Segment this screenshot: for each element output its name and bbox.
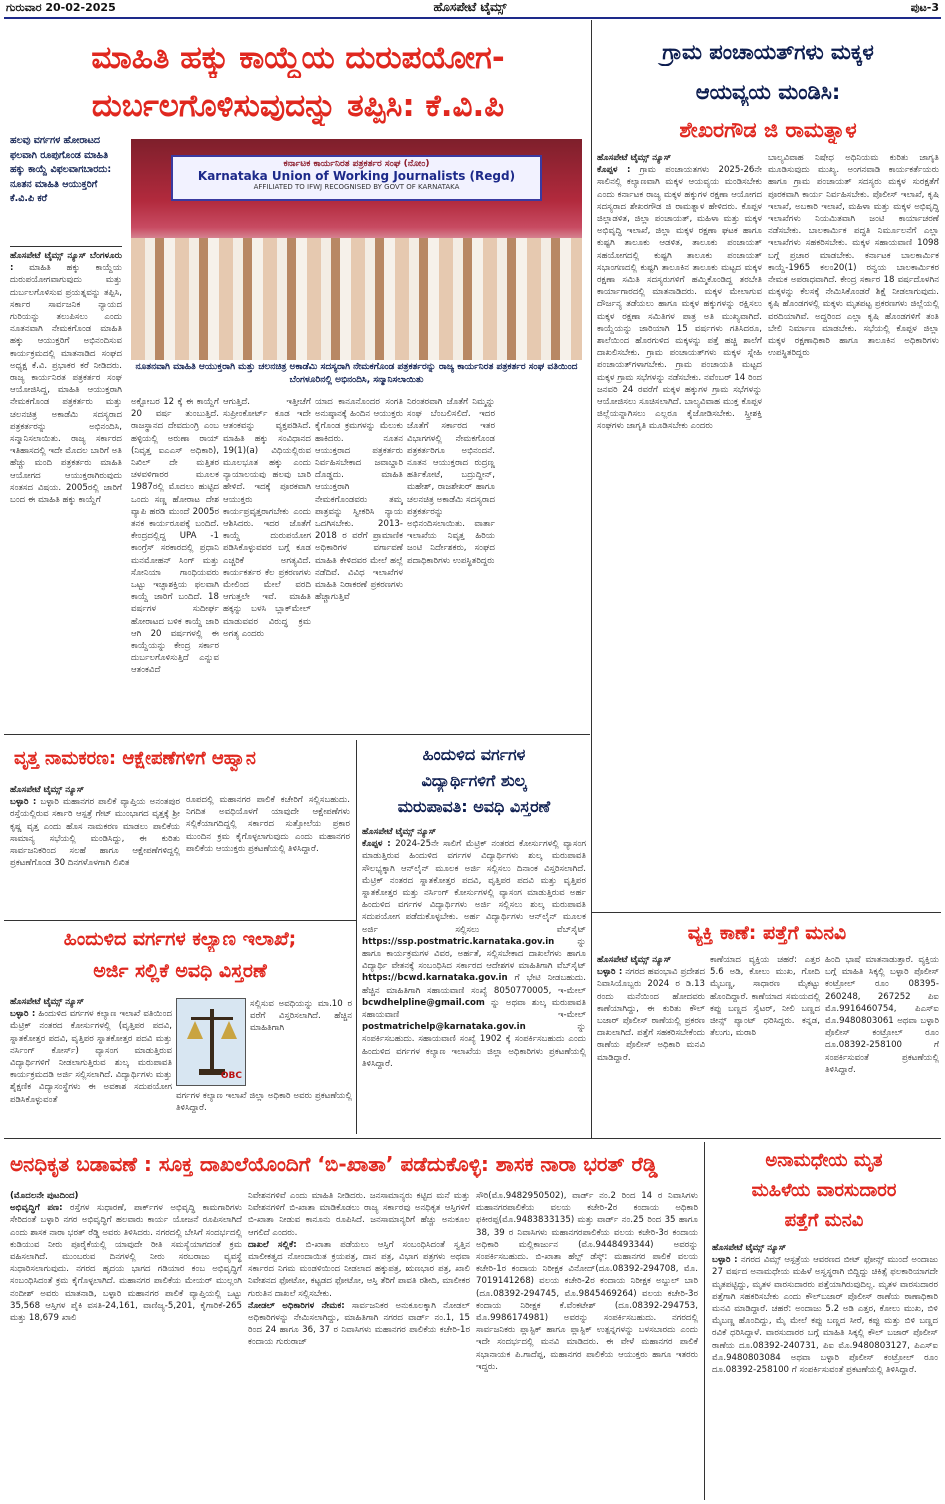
rule-mid-left xyxy=(4,734,590,735)
fee-email-1[interactable]: bcwdhelpline@gmail.com xyxy=(362,997,485,1008)
panchayat-byline: ಹೊಸಪೇಟೆ ಟೈಮ್ಸ್ ನ್ಯೂಸ್ xyxy=(597,153,672,163)
naming-headline: ವೃತ್ತ ನಾಮಕರಣ: ಆಕ್ಷೇಪಣೆಗಳಿಗೆ ಆಹ್ವಾನ xyxy=(14,748,256,769)
naming-col-2: ರೂಪದಲ್ಲಿ ಮಹಾನಗರ ಪಾಲಿಕೆ ಕಚೇರಿಗೆ ಸಲ್ಲಿಸಬಹುದು. ನಿಗದಿತ ಅವಧಿಯೊಳಗೆ ಯಾವುದೇ ಆಕ್ಷೇಪಣೆಗಳು ಸಲ್ಲಿಕೆಯಾಗದಿದ್ದಲ್ಲಿ ಸರ್ಕಾರದ ಸುತ್ತೋಲೆಯ ಪ್ರಕಾರ ಮುಂದಿನ ಕ್ರಮ ಕೈಗೊಳ್ಳಲಾಗುವುದು ಎಂದು ಮಹಾನಗರ ಪಾಲಿಕೆಯ ಆಯುಕ್ತರು ಪ್ರಕಟಣೆಯಲ್ಲಿ ತಿಳಿಸಿದ್ದಾರೆ. xyxy=(186,795,350,854)
fee-body-2: ನ್ನು ಹಾಗೂ ಕಾರ್ಯಕ್ರಮಗಳ ವಿವರ, ಅರ್ಹತೆ, ಸಲ್ಲಿಸಬೇಕಾದ ದಾಖಲೆಗಳು ಹಾಗೂ ವಿದ್ಯಾರ್ಥಿ ವೇತನಕ್ಕೆ ಸಂಬಂಧಿಸಿದ ಸರ್ಕಾರದ ಆದೇಶಗಳ ಮಾಹಿತಿಗಾಗಿ ವೆಬ್‌ಸೈಟ್ xyxy=(362,936,586,972)
panchayat-headline-2: ಆಯವ್ಯಯ ಮಂಡಿಸಿ: xyxy=(695,80,841,104)
fee-headline-2: ವಿದ್ಯಾರ್ಥಿಗಳಿಗೆ ಶುಲ್ಕ xyxy=(421,771,527,790)
layout-sub-1: ಅಭಿವೃದ್ಧಿಗೆ ಪಣ: xyxy=(10,1203,63,1214)
naming-dateline: ಬಳ್ಳಾರಿ : xyxy=(10,797,37,808)
rti-photo xyxy=(131,139,582,360)
fee-headline-3: ಮರುಪಾವತಿ: ಅವಧಿ ವಿಸ್ತರಣೆ xyxy=(397,797,551,816)
panchayat-dateline: ಕೊಪ್ಪಳ : xyxy=(597,165,631,176)
masthead-rule xyxy=(4,17,941,19)
unknown-headline-1: ಅನಾಮಧೇಯ ಮೃತ xyxy=(765,1150,883,1171)
naming-byline: ಹೊಸಪೇಟೆ ಟೈಮ್ಸ್ ನ್ಯೂಸ್ xyxy=(10,785,85,795)
layout-col-2b-text: ಬಿ-ಖಾತಾ ಪಡೆಯಲು ಆಸ್ತಿಗೆ ಸಂಬಂಧಿಸಿದಂತೆ ಸ್ವತ್ತಿನ ಮಾಲೀಕತ್ವದ ನೋಂದಾಯಿತ ಕ್ರಯಪತ್ರ, ದಾನ ಪತ್ರ, ವಿಭಾಗ ಪತ್ರಗಳು ಅಥವಾ ಸರ್ಕಾರದ ನಿಗಮ ಮಂಡಳಿಯಿಂದ ನೀಡಲಾದ ಹಕ್ಕುಪತ್ರ, ಋಣಭಾರ ಪತ್ರ, ಖಾಲಿ ನಿವೇಶನದ ಫೋಟೋ, ಕಟ್ಟಡದ ಫೋಟೋ, ಆಸ್ತಿ ತೆರಿಗೆ ಪಾವತಿ ರಶೀದಿ, ಮಾಲೀಕರ ಗುರುತಿನ ದಾಖಲೆ ಸಲ್ಲಿಸಬೇಕು. xyxy=(248,1239,470,1299)
layout-headline: ಅನಧಿಕೃತ ಬಡಾವಣೆ : ಸೂಕ್ತ ದಾಖಲೆಯೊಂದಿಗೆ ‘ಬಿ-ಖಾತಾ’ ಪಡೆದುಕೊಳ್ಳಿ: ಶಾಸಕ ನಾರಾ ಭರತ್ ರೆಡ್ಡಿ xyxy=(10,1152,658,1176)
fee-email-2[interactable]: postmatrichelp@karnataka.gov.in xyxy=(362,1022,526,1033)
missing-col-1 xyxy=(597,954,705,1132)
welfare-headline-1: ಹಿಂದುಳಿದ ವರ್ಗಗಳ ಕಲ್ಯಾಣ ಇಲಾಖೆ; xyxy=(63,928,297,950)
fee-body-3: ಗೆ ಭೇಟಿ ನೀಡಬಹುದು. ಹೆಚ್ಚಿನ ಮಾಹಿತಿಗಾಗಿ ಸಹಾಯವಾಣಿ ಸಂಖ್ಯೆ 8050770005, ಇ-ಮೇಲ್ xyxy=(362,973,586,996)
fee-website-2[interactable]: https://bcwd.karnataka.gov.in xyxy=(362,973,508,984)
rti-caption: ನೂತನವಾಗಿ ಮಾಹಿತಿ ಆಯುಕ್ತರಾಗಿ ಮತ್ತು ಚಲನಚಿತ್ರ ಅಕಾಡೆಮಿ ಸದಸ್ಯರಾಗಿ ನೇಮಕಗೊಂಡ ಪತ್ರಕರ್ತರನ್ನು ರಾಜ್ಯ ಕಾರ್ಯನಿರತ ಪತ್ರಕರ್ತರ ಸಂಘ ವತಿಯಿಂದ ಬೆಂಗಳೂರಿನಲ್ಲಿ ಅಭಿನಂದಿಸಿ, ಸನ್ಮಾನಿಸಲಾಯಿತು xyxy=(135,362,578,385)
unknown-headline-3: ಪತ್ತೆಗೆ ಮನವಿ xyxy=(784,1210,864,1231)
masthead-date: ಗುರುವಾರ 20-02-2025 xyxy=(6,1,116,14)
rti-byline: ಹೊಸಪೇಟೆ ಟೈಮ್ಸ್ ನ್ಯೂಸ್ xyxy=(10,251,87,261)
rti-photo-banner-sub: AFFILIATED TO IFWJ RECOGNISED BY GOVT OF KARNATAKA xyxy=(253,183,460,191)
panchayat-headline-1: ಗ್ರಾಮ ಪಂಚಾಯತ್‌ಗಳು ಮಕ್ಕಳ xyxy=(662,40,874,64)
missing-col-2: ಕಾಣೆಯಾದ ವ್ಯಕ್ತಿಯ ಚಹರೆ: ಎತ್ತರ 5.6 ಅಡಿ, ಕೋಲು ಮುಖ, ಗೋದಿ ಮೈಬಣ್ಣ, ಸಾಧಾರಣ ಮೈಕಟ್ಟು ಹೊಂದಿದ್ದಾರೆ. ಕಾಣೆಯಾದ ಸಮಯದಲ್ಲಿ ಕಪ್ಪು ಬಣ್ಣದ ಸ್ವೆಟರ್, ನೀಲಿ ಬಣ್ಣದ ಜೀನ್ಸ್ ಪ್ಯಾಂಟ್ ಧರಿಸಿದ್ದರು. ಕನ್ನಡ, ತೆಲುಗು, ಮರಾಠಿ xyxy=(710,955,820,1039)
fee-dateline: ಕೊಪ್ಪಳ : xyxy=(362,839,391,850)
unknown-dateline: ಬಳ್ಳಾರಿ : xyxy=(712,1255,738,1266)
rule-layout-unknown xyxy=(704,1142,705,1500)
rti-col-1-text: ಮಾಹಿತಿ ಹಕ್ಕು ಕಾಯ್ದೆಯ ದುರುಪಯೋಗವಾಗುವುದು ಮತ್ತು ದುರ್ಬಲಗೊಳಿಸುವ ಪ್ರಯತ್ನವನ್ನು ತಪ್ಪಿಸಿ, ಸರ್ಕಾರ ಸಾರ್ವಜನಿಕ ನ್ಯಾಯದ ಗುರಿಯನ್ನು ತಲುಪಿಸಲು ಎಂದು ನೂತನವಾಗಿ ನೇಮಕಗೊಂಡ ಮಾಹಿತಿ ಹಕ್ಕು ಆಯುಕ್ತರಿಗೆ ಅಭಿನಂದಿಸುವ ಕಾರ್ಯಕ್ರಮದಲ್ಲಿ ಮಾತನಾಡಿದ ಸಂಘದ ಅಧ್ಯಕ್ಷ ಕೆ.ವಿ. ಪ್ರಭಾಕರ ಕರೆ ನೀಡಿದರು. ರಾಜ್ಯ ಕಾರ್ಯನಿರತ ಪತ್ರಕರ್ತರ ಸಂಘ ಆಯೋಜಿಸಿದ್ದ, ಮಾಹಿತಿ ಆಯುಕ್ತರಾಗಿ ನೇಮಕಗೊಂಡ ಪತ್ರಕರ್ತರು ಮತ್ತು ಚಲನಚಿತ್ರ ಅಕಾಡೆಮಿ ಸದಸ್ಯರಾದ ಪತ್ರಕರ್ತರನ್ನು ಅಭಿನಂದಿಸಿ, ಸನ್ಮಾನಿಸಲಾಯಿತು. ರಾಜ್ಯ ಸರ್ಕಾರದ ಇತಿಹಾಸದಲ್ಲಿ ಇದೇ ಮೊದಲ ಬಾರಿಗೆ ಅತಿ ಹೆಚ್ಚು ಮಂದಿ ಪತ್ರಕರ್ತರು ಮಾಹಿತಿ ಆಯೋಗದ ಆಯುಕ್ತರಾಗಿರುವುದು ಸಂತಸದ ವಿಷಯ. 2005ರಲ್ಲಿ ಜಾರಿಗೆ ಬಂದ ಈ ಮಾಹಿತಿ ಹಕ್ಕು ಕಾಯ್ದೆಗೆ xyxy=(10,263,122,506)
welfare-headline-2: ಅರ್ಜಿ ಸಲ್ಲಿಕೆ ಅವಧಿ ವಿಸ್ತರಣೆ xyxy=(93,960,267,982)
panchayat-col-1 xyxy=(597,152,762,906)
fee-headline-1: ಹಿಂದುಳಿದ ವರ್ಗಗಳ xyxy=(422,745,526,764)
rti-photo-banner-en: Karnataka Union of Working Journalists (Regd) xyxy=(197,169,516,183)
welfare-side: ಸಲ್ಲಿಸುವ ಅವಧಿಯನ್ನು ಮಾ.10 ರ ವರೆಗೆ ವಿಸ್ತರಿಸಲಾಗಿದೆ. ಹೆಚ್ಚಿನ ಮಾಹಿತಿಗಾಗಿ xyxy=(250,999,352,1034)
rti-dateline: ಬೆಂಗಳೂರು : xyxy=(10,251,122,274)
fee-body-text: 2024-25ನೇ ಸಾಲಿಗೆ ಮೆಟ್ರಿಕ್ ನಂತರದ ಕೋರ್ಸುಗಳಲ್ಲಿ ವ್ಯಾಸಂಗ ಮಾಡುತ್ತಿರುವ ಹಿಂದುಳಿದ ವರ್ಗಗಳ ವಿದ್ಯಾರ್ಥಿಗಳು ಶುಲ್ಕ ಮರುಪಾವತಿ ಸೌಲಭ್ಯಕ್ಕಾಗಿ ಆನ್‌ಲೈನ್ ಮೂಲಕ ಅರ್ಜಿ ಸಲ್ಲಿಸಲು ದಿನಾಂಕ ವಿಸ್ತರಿಸಲಾಗಿದೆ. ಮೆಟ್ರಿಕ್ ನಂತರದ ಸ್ನಾತಕೋತ್ತರ ಪದವಿ, ವೃತ್ತಿಪರ ಪದವಿ ಮತ್ತು ವೃತ್ತಿಪರ ಸ್ನಾತಕೋತ್ತರ ಮತ್ತು ನರ್ಸಿಂಗ್ ಕೋರ್ಸುಗಳಲ್ಲಿ ವ್ಯಾಸಂಗ ಮಾಡುತ್ತಿರುವ ಅರ್ಹ ಹಿಂದುಳಿದ ವರ್ಗಗಳ ವಿದ್ಯಾರ್ಥಿಗಳು ಅರ್ಜಿ ಸಲ್ಲಿಸಲು ಶುಲ್ಕ ಮರುಪಾವತಿ ಸದುಪಯೋಗ ಪಡೆದುಕೊಳ್ಳಬೇಕು. ಅರ್ಹ ವಿದ್ಯಾರ್ಥಿಗಳು ಆನ್‌ಲೈನ್ ಮೂಲಕ ಅರ್ಜಿ ಸಲ್ಲಿಸಲು ವೆಬ್‌ಸೈಟ್ xyxy=(362,839,586,935)
layout-col-2 xyxy=(248,1190,470,1498)
missing-dateline: ಬಳ್ಳಾರಿ : xyxy=(597,967,623,978)
rule-bottom-section xyxy=(4,1138,941,1139)
rule-panchayat-missing xyxy=(592,912,941,913)
rule-naming-fee xyxy=(356,740,357,1134)
rti-deck-rule xyxy=(10,246,122,247)
unknown-body-text: ನಗರದ ವಿಮ್ಸ್ ಆಸ್ಪತ್ರೆಯ ಆವರಣದ ಬೀಟ್ ಫೋನ್ಸ್ ಮುಂದೆ ಅಂದಾಜು 27 ವರ್ಷದ ಅನಾಮಧೇಯ ಮಹಿಳೆ ಅಸ್ವಸ್ಥರಾಗಿ ಬಿದ್ದಿದ್ದು ಚಿಕಿತ್ಸೆ ಫಲಕಾರಿಯಾಗದೇ ಮೃತಪಟ್ಟಿದ್ದು, ಮೃತಳ ವಾರಸುದಾರರು ಪತ್ತೆಯಾಗಿರುವುದಿಲ್ಲ. ಮೃತಳ ವಾರಸುದಾರರ ಪತ್ತೆಗಾಗಿ ಸಹಕರಿಸಬೇಕು ಎಂದು ಕೌಲ್‌ಬಜಾರ್ ಪೊಲೀಸ್ ಠಾಣೆಯ ಠಾಣಾಧಿಕಾರಿ ಮನವಿ ಮಾಡಿದ್ದಾರೆ. ಚಹರೆ: ಅಂದಾಜು 5.2 ಅಡಿ ಎತ್ತರ, ಕೋಲು ಮುಖ, ಬಿಳಿ ಮೈಬಣ್ಣ ಹೊಂದಿದ್ದು, ಮೈ ಮೇಲೆ ಕಪ್ಪು ಬಣ್ಣದ ಸೀರೆ, ಕಪ್ಪು ಮತ್ತು ಬಿಳಿ ಬಣ್ಣದ ರವಿಕೆ ಧರಿಸಿದ್ದಾಳೆ. ವಾರಸುದಾರರ ಬಗ್ಗೆ ಮಾಹಿತಿ ಸಿಕ್ಕಲ್ಲಿ ಕೌಲ್ ಬಜಾರ್ ಪೊಲೀಸ್ ಠಾಣೆಯ ದೂ.08392-240731, ಪಿಐ ಮೊ.9480803127, ಪಿಎಸ್‌ಐ ಮೊ.9480803084 ಅಥವಾ ಬಳ್ಳಾರಿ ಪೊಲೀಸ್ ಕಂಟ್ರೋಲ್ ರೂಂ ದೂ.08392-258100 ಗೆ ಸಂಪರ್ಕಿಸುವಂತೆ ಪ್ರಕಟಣೆಯಲ್ಲಿ ತಿಳಿಸಿದ್ದಾರೆ. xyxy=(712,1255,938,1376)
fee-body xyxy=(362,826,586,1132)
obc-label: OBC xyxy=(220,1071,242,1081)
rti-photo-group xyxy=(131,238,582,360)
rti-col-1 xyxy=(10,250,122,730)
rti-photo-banner xyxy=(171,155,542,201)
layout-col-2c-text: ಸಾರ್ವಜನಿಕರ ಅನುಕೂಲಕ್ಕಾಗಿ ನೋಡಲ್ ಅಧಿಕಾರಿಗಳನ್ನು ನೇಮಿಸಲಾಗಿದ್ದು, ಮಾಹಿತಿಗಾಗಿ ನಗರದ ವಾರ್ಡ್ ನಂ.1, 15 ರಿಂದ 24 ಹಾಗೂ 36, 37 ರ ನಿವಾಸಿಗಳು ಮಹಾನಗರ ಪಾಲಿಕೆಯ ಕಚೇರಿ-1ರ ಕಂದಾಯ ಗುರುರಾಜ್ xyxy=(248,1300,470,1348)
rti-photo-banner-kn: ಕರ್ನಾಟಕ ಕಾರ್ಯನಿರತ ಪತ್ರಕರ್ತರ ಸಂಘ (ನೋಂ) xyxy=(283,159,430,169)
rule-naming-welfare xyxy=(4,920,356,921)
unknown-body xyxy=(712,1242,938,1498)
layout-continued: (ಮೊದಲನೇ ಪುಟದಿಂದ) xyxy=(10,1191,79,1201)
layout-col-1 xyxy=(10,1190,242,1498)
welfare-tail: ವರ್ಗಗಳ ಕಲ್ಯಾಣ ಇಲಾಖೆ ಜಿಲ್ಲಾ ಅಧಿಕಾರಿ ಅವರು ಪ್ರಕಟಣೆಯಲ್ಲಿ ತಿಳಿಸಿದ್ದಾರೆ. xyxy=(176,1091,352,1114)
rti-headline-2: ದುರ್ಬಲಗೊಳಿಸುವುದನ್ನು ತಪ್ಪಿಸಿ: ಕೆ.ವಿ.ಪಿ xyxy=(91,88,505,124)
layout-sub-3: ನೋಡಲ್ ಅಧಿಕಾರಿಗಳ ನೇಮಕ: xyxy=(248,1300,345,1311)
welfare-body-text: ಹಿಂದುಳಿದ ವರ್ಗಗಳ ಕಲ್ಯಾಣ ಇಲಾಖೆ ವತಿಯಿಂದ ಮೆಟ್ರಿಕ್ ನಂತರದ ಕೋರ್ಸುಗಳಲ್ಲಿ (ವೃತ್ತಿಪರ ಪದವಿ, ಸ್ನಾತಕೋತ್ತರ ಪದವಿ, ವೃತ್ತಿಪರ ಸ್ನಾತಕೋತ್ತರ ಪದವಿ ಮತ್ತು ನರ್ಸಿಂಗ್ ಕೋರ್ಸ್) ವ್ಯಾಸಂಗ ಮಾಡುತ್ತಿರುವ ವಿದ್ಯಾರ್ಥಿಗಳಿಗೆ ನೀಡಲಾಗುತ್ತಿರುವ ಶುಲ್ಕ ಮರುಪಾವತಿ ಕಾರ್ಯಕ್ರಮದಡಿ ಅರ್ಜಿ ಸಲ್ಲಿಸಲಾಗಿದೆ. ವಿದ್ಯಾರ್ಥಿಗಳು ಮತ್ತು ಶೈಕ್ಷಣಿಕ ವಿದ್ಯಾಸಂಸ್ಥೆಗಳು ಈ ಅವಕಾಶ ಸದುಪಯೋಗ ಪಡಿಸಿಕೊಳ್ಳುವಂತೆ xyxy=(10,1009,172,1105)
masthead-page: ಪುಟ-3 xyxy=(910,1,939,14)
fee-website-1[interactable]: https://ssp.postmatric.karnataka.gov.in xyxy=(362,936,555,947)
panchayat-headline-3: ಶೇಖರಗೌಡ ಜಿ ರಾಮತ್ನಾಳ xyxy=(679,118,857,142)
fee-byline: ಹೊಸಪೇಟೆ ಟೈಮ್ಸ್ ನ್ಯೂಸ್ xyxy=(362,827,437,837)
unknown-headline-2: ಮಹಿಳೆಯ ವಾರಸುದಾರರ xyxy=(751,1180,897,1201)
naming-col-1 xyxy=(10,784,180,914)
panchayat-col-1-text: ಗ್ರಾಮ ಪಂಚಾಯತಗಳು 2025-26ನೇ ಸಾಲಿನಲ್ಲಿ ಕಲ್ಯಾಣವಾಗಿ ಮಕ್ಕಳ ಆಯವ್ಯಯ ಮಂಡಿಸಬೇಕು ಎಂದು ಕರ್ನಾಟಕ ರಾಜ್ಯ ಮಕ್ಕಳ ಹಕ್ಕುಗಳ ರಕ್ಷಣಾ ಆಯೋಗದ ಸದಸ್ಯರಾದ ಶೇಖರಗೌಡ ಜಿ ರಾಮತ್ನಾಳ ಹೇಳಿದರು. ಕೊಪ್ಪಳ ಜಿಲ್ಲಾಡಳಿತ, ಜಿಲ್ಲಾ ಪಂಚಾಯತ್, ಮಹಿಳಾ ಮತ್ತು ಮಕ್ಕಳ ಅಭಿವೃದ್ಧಿ ಇಲಾಖೆ, ಜಿಲ್ಲಾ ಮಕ್ಕಳ ರಕ್ಷಣಾ ಘಟಕ ಹಾಗೂ ಕುಷ್ಟಗಿ ತಾಲೂಕು ಆಡಳಿತ, ತಾಲೂಕು ಪಂಚಾಯತ್ ಸಹಯೋಗದಲ್ಲಿ ಕುಷ್ಟಗಿ ತಾಲೂಕು ಪಂಚಾಯತ್ ಸಭಾಂಗಣದಲ್ಲಿ ಕುಷ್ಟಗಿ ತಾಲೂಕಿನ ತಾಲೂಕು ಮಟ್ಟದ ಮಕ್ಕಳ ರಕ್ಷಣಾ ಸಮಿತಿ ಸದಸ್ಯರುಗಳಿಗೆ ಹಮ್ಮಿಕೊಂಡಿದ್ದ ತರಬೇತಿ ಕಾರ್ಯಾಗಾರದಲ್ಲಿ ಮಾತನಾಡಿದರು. ಮಕ್ಕಳ ಮೇಲಾಗುವ ದೌರ್ಜನ್ಯ ತಡೆಯಲು ಹಾಗೂ ಮಕ್ಕಳ ಹಕ್ಕುಗಳನ್ನು ರಕ್ಷಿಸಲು ಮಕ್ಕಳ ರಕ್ಷಣಾ ಸಮಿತಿಗಳ ಪಾತ್ರ ಅತಿ ಮುಖ್ಯವಾಗಿದೆ. ಕಾಯ್ದೆಯನ್ನು ಜಾರಿಯಾಗಿ 15 ವರ್ಷಗಳು ಗತಿಸಿದರೂ, ಶಾಲೆಯಿಂದ ಹೊರಗುಳಿದ ಮಕ್ಕಳನ್ನು ಪತ್ತೆ ಹಚ್ಚಿ ಶಾಲೆಗೆ ದಾಖಲಿಸಬೇಕು. ಗ್ರಾಮ ಪಂಚಾಯತ್‌ಗಳು ಮಕ್ಕಳ ಸ್ನೇಹಿ ಪಂಚಾಯತ್‌ಗಳಾಗಬೇಕು. ಗ್ರಾಮ ಪಂಚಾಯತಿ ಮಟ್ಟದ ಮಕ್ಕಳ ಗ್ರಾಮ ಸಭೆಗಳನ್ನು ನಡೆಸಬೇಕು. ನವೆಂಬರ್ 14 ರಿಂದ ಜನವರಿ 24 ರವರೆಗೆ ಮಕ್ಕಳ ಹಕ್ಕುಗಳ ಗ್ರಾಮ ಸಭೆಗಳನ್ನು ಆಯೋಜಿಸಲು ಸೂಚಿಸಲಾಗಿದೆ. ಬಾಲ್ಯವಿವಾಹ ಮುಕ್ತ ಕೊಪ್ಪಳ ಜಿಲ್ಲೆಯನ್ನಾಗಿಸಲು ಎಲ್ಲರೂ ಕೈಜೋಡಿಸಬೇಕು. ಸ್ತ್ರೀಶಕ್ತಿ ಸಂಘಗಳು ಜಾಗೃತಿ ಮೂಡಿಸಬೇಕು ಎಂದರು xyxy=(597,165,762,432)
welfare-byline: ಹೊಸಪೇಟೆ ಟೈಮ್ಸ್ ನ್ಯೂಸ್ xyxy=(10,997,85,1007)
unknown-byline: ಹೊಸಪೇಟೆ ಟೈಮ್ಸ್ ನ್ಯೂಸ್ xyxy=(712,1243,787,1253)
layout-col-3: ಸೌರಿ(ಮೊ.9482950502), ವಾರ್ಡ್ ನಂ.2 ರಿಂದ 14 ರ ನಿವಾಸಿಗಳು ಮಹಾನಗರಪಾಲಿಕೆಯ ವಲಯ ಕಚೇರಿ-2ರ ಕಂದಾಯ ಅಧಿಕಾರಿ ಫಕೀರಪ್ಪ(ಮೊ.9483833135) ಮತ್ತು ವಾರ್ಡ್ ನಂ.25 ರಿಂದ 35 ಹಾಗೂ 38, 39 ರ ನಿವಾಸಿಗಳು ಮಹಾನಗರಪಾಲಿಕೆಯ ವಲಯ ಕಚೇರಿ-3ರ ಕಂದಾಯ ಅಧಿಕಾರಿ ಮಲ್ಲಿಕಾರ್ಜುನ (ಮೊ.9448493344) ಅವರನ್ನು ಸಂಪರ್ಕಿಸಬಹುದು. ಬಿ-ಖಾತಾ ಹೆಲ್ಪ್ ಡೆಸ್ಕ್: ಮಹಾನಗರ ಪಾಲಿಕೆ ವಲಯ ಕಚೇರಿ-1ರ ಕಂದಾಯ ನಿರೀಕ್ಷಕ ವಿನೋದ್(ದೂ.08392-294708, ಮೊ. 7019141268) ವಲಯ ಕಚೇರಿ-2ರ ಕಂದಾಯ ನಿರೀಕ್ಷಕ ಅಬ್ದುಲ್ ಬಾರಿ (ದೂ.08392-294745, ಮೊ.9845469264) ವಲಯ ಕಚೇರಿ-3ರ ಕಂದಾಯ ನಿರೀಕ್ಷಕ ಕೆ.ವೆಂಕಟೇಶ್ (ದೂ.08392-294753, ಮೊ.9986174981) ಅವರನ್ನು ಸಂಪರ್ಕಿಸಬಹುದು. ನಗರದಲ್ಲಿ ಸಾರ್ವಜನಿಕರು ಪ್ಲಾಸ್ಟಿಕ್ ಹಾಗೂ ಪ್ಲಾಸ್ಟಿಕ್ ಉತ್ಪನ್ನಗಳನ್ನು ಬಳಸಬಾರದು ಎಂದು ಇದೇ ಸಂದರ್ಭದಲ್ಲಿ ಮನವಿ ಮಾಡಿದರು. ಈ ವೇಳೆ ಮಹಾನಗರ ಪಾಲಿಕೆ ಸಭಾನಾಯಕ ಪಿ.ಗಾದೆಪ್ಪ, ಮಹಾನಗರ ಪಾಲಿಕೆಯ ಆಯುಕ್ತರು ಹಾಗೂ ಇತರರು ಇದ್ದರು. xyxy=(476,1191,698,1372)
welfare-body xyxy=(10,996,172,1128)
rti-col-2: ಅಕ್ಟೋಬರ 12 ಕ್ಕೆ ಈ ಕಾಯ್ದೆಗೆ 20 ವರ್ಷ ತುಂಬುತ್ತಿದೆ. ರಾಜಸ್ಥಾನದ ದೇವದುಂಗ್ರಿ ಎಂಬ ಹಳ್ಳಿಯಲ್ಲಿ ಅರುಣಾ ರಾಯ್ (ನಿವೃತ್ತ ಐಎಎಸ್ ಅಧಿಕಾರಿ), ನಿಖಿಲ್ ದೇ ಮತ್ತಿತರ ಚಳವಳಿಗಾರರ ಮೂಲಕ 1987ರಲ್ಲಿ ಮೊದಲು ಹುಟ್ಟಿದ ಒಂದು ಸಣ್ಣ ಹೋರಾಟ ದೇಶ ವ್ಯಾಪಿ ಹರಡಿ ಮುಂದೆ 2005ರ ತನಕ ಕಾರ್ಯರೂಪಕ್ಕೆ ಬಂದಿದೆ. ಕೇಂದ್ರದಲ್ಲಿದ್ದ UPA -1 ಕಾಂಗ್ರೆಸ್ ಸರಕಾರದಲ್ಲಿ ಪ್ರಧಾನಿ ಮನಮೋಹನ್ ಸಿಂಗ್ ಮತ್ತು ಸೋನಿಯಾ ಗಾಂಧಿಯವರು ಒಟ್ಟು ಇಚ್ಛಾಶಕ್ತಿಯ ಫಲವಾಗಿ ಕಾಯ್ದೆ ಜಾರಿಗೆ ಬಂದಿದೆ. 18 ವರ್ಷಗಳ ಸುದೀರ್ಘ ಹೋರಾಟದ ಬಳಿಕ ಕಾಯ್ದೆ ಜಾರಿ ಆಗಿ 20 ವರ್ಷಗಳಲ್ಲಿ ಈ ಕಾಯ್ದೆಯನ್ನು ಕೇಂದ್ರ ಸರ್ಕಾರ ದುರ್ಬಲಗೊಳಿಸುತ್ತಿದೆ ಎನ್ನುವ ಆತಂಕವಿದೆ xyxy=(131,397,219,676)
welfare-illustration xyxy=(176,998,246,1086)
rti-col-4: ಯಾದ ಕಾನೂನೊಂದರ ಸಂಗತಿ ಅನುಷ್ಠಾನಕ್ಕೆ ಹಿಂದಿನ ಆಯುಕ್ತರು ಕೈಗೊಂಡ ಕ್ರಮಗಳನ್ನು ಮೆಲುಕು ಹಾಕಿದರು. ನೂತನ ಆಯುಕ್ತರಾದ ಪತ್ರಕರ್ತರು ನಿರ್ವಹಿಸಬೇಕಾದ ಜವಾಬ್ದಾರಿ ದೊಡ್ಡದು. ಮಾಹಿತಿ ಆಯುಕ್ತರಾಗಿ ನೇಮಕಗೊಂಡವರು ತಮ್ಮ ಪಾತ್ರವನ್ನು ಸ್ವೀಕರಿಸಿ ನ್ಯಾಯ ಒದಗಿಸಬೇಕು. 2013-2018 ರ ವರೆಗೆ ಪ್ರಾಮಾಣಿಕ ಅಧಿಕಾರಿಗಳ ವರ್ಗಾವಣೆ ಮಾಹಿತಿ ಕೇಳಿದವರ ಮೇಲೆ ಹಲ್ಲೆ ನಡೆದಿವೆ. ವಿವಿಧ ಇಲಾಖೆಗಳ ಮಾಹಿತಿ ನಿರಾಕರಣೆ ಪ್ರಕರಣಗಳು ಹೆಚ್ಚಾಗುತ್ತಿವೆ xyxy=(315,397,403,603)
layout-sub-2: ದಾಖಲೆ ಸಲ್ಲಿಕೆ: xyxy=(248,1239,297,1250)
fee-body-5: ನ್ನು ಸಂಪರ್ಕಿಸಬಹುದು. ಸಹಾಯವಾಣಿ ಸಂಖ್ಯೆ 1902 ಕ್ಕೆ ಸಂಪರ್ಕಿಸಬಹುದು ಎಂದು ಹಿಂದುಳಿದ ವರ್ಗಗಳ ಕಲ್ಯಾಣ ಇಲಾಖೆಯ ಜಿಲ್ಲಾ ಅಧಿಕಾರಿಗಳು ಪ್ರಕಟಣೆಯಲ್ಲಿ ತಿಳಿಸಿದ್ದಾರೆ. xyxy=(362,1022,586,1069)
rti-headline-1: ಮಾಹಿತಿ ಹಕ್ಕು ಕಾಯ್ದೆಯ ದುರುಪಯೋಗ- xyxy=(91,40,505,76)
layout-col-2-text: ನಿವೇಶನಗಳಿವೆ ಎಂದು ಮಾಹಿತಿ ನೀಡಿದರು. ಜನಸಾಮಾನ್ಯರು ಕಟ್ಟಿದ ಮನೆ ಮತ್ತು ನಿವೇಶನಗಳಿಗೆ ಬಿ-ಖಾತಾ ಮಾಡಿಕೊಡಲು ರಾಜ್ಯ ಸರ್ಕಾರವು ಅನಧಿಕೃತ ಆಸ್ತಿಗಳಿಗೆ ಬಿ-ಖಾತಾ ನೀಡುವ ಕಾನೂನು ರೂಪಿಸಿದೆ. ಜನಸಾಮಾನ್ಯರಿಗೆ ಹೆಚ್ಚು ಅನುಕೂಲ ಆಗಲಿದೆ ಎಂದರು. xyxy=(248,1191,470,1238)
welfare-dateline: ಬಳ್ಳಾರಿ : xyxy=(10,1009,36,1020)
rti-col-6 xyxy=(499,396,584,730)
layout-col-1-text: ರಸ್ತೆಗಳ ಸುಧಾರಣೆ, ಪಾರ್ಕ್‌ಗಳ ಅಭಿವೃದ್ಧಿ ಕಾಮಗಾರಿಗಳು ಸೇರಿದಂತೆ ಬಳ್ಳಾರಿ ನಗರ ಅಭಿವೃದ್ಧಿಗೆ ಹಲವಾರು ಕಾರ್ಯ ಯೋಜನೆ ರೂಪಿಸಲಾಗಿದೆ ಎಂದು ಶಾಸಕ ನಾರಾ ಭರತ್ ರೆಡ್ಡಿ ಅವರು ತಿಳಿಸಿದರು. ನಗರದಲ್ಲಿ ಬೇಸಿಗೆ ಸಂದರ್ಭದಲ್ಲಿ ಕುಡಿಯುವ ನೀರು ಪೂರೈಕೆಯಲ್ಲಿ ಯಾವುದೇ ರೀತಿ ಸಮಸ್ಯೆಯಾಗದಂತೆ ಕ್ರಮ ವಹಿಸಲಾಗಿದೆ. ಮುಂಬರುವ ದಿನಗಳಲ್ಲಿ ನೀರು ಸರಬರಾಜು ವ್ಯವಸ್ಥೆ ಸುಧಾರಿಸಲಾಗುವುದು. ನಗರದ ಹೃದಯ ಭಾಗದ ಗಡಿಯಾರ ಕಂಬ ಅಭಿವೃದ್ಧಿಗೆ ಸಂಬಂಧಿಸಿದಂತೆ ಕ್ರಮ ಕೈಗೊಳ್ಳಲಾಗಿದೆ. ಮಹಾನಗರ ಪಾಲಿಕೆಯ ಮೇಯರ್ ಮುಲ್ಲಂಗಿ ನಂದೀಶ್ ಅವರು ಮಾತನಾಡಿ, ಬಳ್ಳಾರಿ ಮಹಾನಗರ ಪಾಲಿಕೆ ವ್ಯಾಪ್ತಿಯಲ್ಲಿ ಒಟ್ಟು 35,568 ಆಸ್ತಿಗಳ ಪೈಕಿ ವಸತಿ-24,161, ವಾಣಿಜ್ಯ-5,201, ಕೈಗಾರಿಕೆ-265 ಮತ್ತು 18,679 ಖಾಲಿ xyxy=(10,1203,242,1324)
masthead-title: ಹೊಸಪೇಟೆ ಟೈಮ್ಸ್ xyxy=(433,0,507,14)
rti-col-3: ಆಗುತ್ತಿದೆ. ಇತ್ತೀಚೆಗೆ ಸುಪ್ರೀಂಕೋರ್ಟ್ ಕೂಡ ಇದೇ ಆತಂಕವನ್ನು ವ್ಯಕ್ತಪಡಿಸಿದೆ. ಮಾಹಿತಿ ಹಕ್ಕು ಸಂವಿಧಾನದ 19(1)(a) ವಿಧಿಯಲ್ಲಿರುವ ಮೂಲಭೂತ ಹಕ್ಕು ಎಂದು ನ್ಯಾಯಾಲಯವು ಹಲವು ಬಾರಿ ಹೇಳಿದೆ. ಇದಕ್ಕೆ ಪೂರಕವಾಗಿ ಆಯುಕ್ತರು ಕಾರ್ಯಪ್ರವೃತ್ತರಾಗಬೇಕು ಎಂದು ಆಶಿಸಿದರು. ಇದರ ಜೊತೆಗೆ ಕಾಯ್ದೆ ದುರುಪಯೋಗ ಪಡಿಸಿಕೊಳ್ಳುವವರ ಬಗ್ಗೆ ಕೂಡ ಎಚ್ಚರಿಕೆ ಅಗತ್ಯವಿದೆ. ಕಾರ್ಯಕರ್ತರ ಕೆಲ ಪ್ರಕರಣಗಳು ಮೇಲಿಂದ ಮೇಲೆ ವರದಿ ಆಗುತ್ತಲೇ ಇವೆ. ಮಾಹಿತಿ ಹಕ್ಕನ್ನು ಬಳಸಿ ಬ್ಲಾಕ್‌ಮೇಲ್ ಮಾಡುವವರ ವಿರುದ್ಧ ಕ್ರಮ ಅಗತ್ಯ ಎಂದರು xyxy=(223,397,311,639)
column-rule-right xyxy=(591,20,592,1138)
missing-headline: ವ್ಯಕ್ತಿ ಕಾಣೆ: ಪತ್ತೆಗೆ ಮನವಿ xyxy=(687,922,847,944)
rti-col-5: ನಿರಂತರವಾಗಿ ಜೊತೆಗೆ ನಿಮ್ಮನ್ನು ಸಂಘ ಬೆಂಬಲಿಸಲಿದೆ. ಇದರ ಜೊತೆಗೆ ಸರ್ಕಾರದ ಇತರ ವಿಭಾಗಗಳಲ್ಲಿ ನೇಮಕಗೊಂಡ ಪತ್ರಕರ್ತರಿಗೂ ಅಭಿನಂದನೆ. ನೂತನ ಆಯುಕ್ತರಾದ ರುದ್ರಣ್ಣ ಹರ್ತಿಕೋಟೆ, ಬದ್ರುದ್ದೀನ್, ಮಹೇಶ್, ರಾಜಶೇಖರ್ ಹಾಗೂ ಚಲನಚಿತ್ರ ಅಕಾಡೆಮಿ ಸದಸ್ಯರಾದ ಪತ್ರಕರ್ತರನ್ನು ಅಭಿನಂದಿಸಲಾಯಿತು. ವಾರ್ತಾ ಇಲಾಖೆಯ ನಿವೃತ್ತ ಹಿರಿಯ ಜಂಟಿ ನಿರ್ದೇಶಕರು, ಸಂಘದ ಪದಾಧಿಕಾರಿಗಳು ಉಪಸ್ಥಿತರಿದ್ದರು xyxy=(407,397,495,566)
missing-byline: ಹೊಸಪೇಟೆ ಟೈಮ್ಸ್ ನ್ಯೂಸ್ xyxy=(597,955,672,965)
rti-side-deck: ಹಲವು ವರ್ಗಗಳ ಹೋರಾಟದ ಫಲವಾಗಿ ರೂಪುಗೊಂಡ ಮಾಹಿತಿ ಹಕ್ಕು ಕಾಯ್ದೆ ವಿಫಲವಾಗಬಾರದು: ನೂತನ ಮಾಹಿತಿ ಆಯುಕ್ತರಿಗೆ ಕೆ.ವಿ.ಪಿ ಕರೆ xyxy=(10,135,112,204)
naming-col-1-text: ಬಳ್ಳಾರಿ ಮಹಾನಗರ ಪಾಲಿಕೆ ವ್ಯಾಪ್ತಿಯ ಅನಂತಪುರ ರಸ್ತೆಯಲ್ಲಿರುವ ಸರ್ಕಾರಿ ಆಸ್ಪತ್ರೆ ಗೇಟ್ ಮುಂಭಾಗದ ವೃತ್ತಕ್ಕೆ ಶ್ರೀ ಕೃಷ್ಣ ವೃತ್ತ ಎಂದು ಹೊಸ ನಾಮಕರಣ ಮಾಡಲು ಪಾಲಿಕೆಯ ಸಾಮಾನ್ಯ ಸಭೆಯಲ್ಲಿ ಮಂಡಿಸಿದ್ದು, ಈ ಕುರಿತು ಸಾರ್ವಜನಿಕರಿಂದ ಸಲಹೆ ಹಾಗೂ ಆಕ್ಷೇಪಣೆಗಳಿದ್ದಲ್ಲಿ ಪ್ರಕಟಣೆಗೊಂಡ 30 ದಿನಗಳೊಳಗಾಗಿ ಲಿಖಿತ xyxy=(10,797,180,869)
missing-col-1-text: ನಗರದ ಹವಂಭಾವಿ ಪ್ರದೇಶದ ನಿವಾಸಿಯೊಬ್ಬರು 2024 ರ ಡಿ.13 ರಂದು ಮನೆಯಿಂದ ಹೋದವರು ಕಾಣೆಯಾಗಿದ್ದು, ಈ ಕುರಿತು ಕೌಲ್ ಬಜಾರ್ ಪೊಲೀಸ್ ಠಾಣೆಯಲ್ಲಿ ಪ್ರಕರಣ ದಾಖಲಾಗಿದೆ. ಪತ್ತೆಗೆ ಸಹಕರಿಸಬೇಕೆಂದು ಠಾಣೆಯ ಪೊಲೀಸ್ ಅಧಿಕಾರಿ ಮನವಿ ಮಾಡಿದ್ದಾರೆ. xyxy=(597,967,705,1063)
fee-body-4: ನ್ನು ಅಥವಾ ಶುಲ್ಕ ಮರುಪಾವತಿ ಸಹಾಯವಾಣಿ ಇ-ಮೇಲ್ xyxy=(362,997,586,1021)
missing-col-3: ಹಿಂದಿ ಭಾಷೆ ಮಾತನಾಡುತ್ತಾರೆ. ವ್ಯಕ್ತಿಯ ಬಗ್ಗೆ ಮಾಹಿತಿ ಸಿಕ್ಕಲ್ಲಿ ಬಳ್ಳಾರಿ ಪೊಲೀಸ್ ಕಂಟ್ರೋಲ್ ರೂಂ 08395-260248, 267252 ಪಿಐ ಮೊ.9916460754, ಪಿಎಸ್‌ಐ ಮೊ.9480803061 ಅಥವಾ ಬಳ್ಳಾರಿ ಪೊಲೀಸ್ ಕಂಟ್ರೋಲ್ ರೂಂ ದೂ.08392-258100 ಗೆ ಸಂಪರ್ಕಿಸುವಂತೆ ಪ್ರಕಟಣೆಯಲ್ಲಿ ತಿಳಿಸಿದ್ದಾರೆ. xyxy=(825,955,939,1075)
panchayat-col-2: ಬಾಲ್ಯವಿವಾಹ ನಿಷೇಧ ಅಧಿನಿಯಮ ಕುರಿತು ಜಾಗೃತಿ ಮೂಡಿಸುವುದು ಮುಖ್ಯ. ಅಂಗನವಾಡಿ ಕಾರ್ಯಕರ್ತೆಯರು ಹಾಗೂ ಗ್ರಾಮ ಪಂಚಾಯತ್ ಸದಸ್ಯರು ಮಕ್ಕಳ ಸುರಕ್ಷತೆಗೆ ಪೂರಕವಾಗಿ ಕಾರ್ಯ ನಿರ್ವಹಿಸಬೇಕು. ಪೊಲೀಸ್ ಇಲಾಖೆ, ಕೃಷಿ ಇಲಾಖೆ, ಅಬಕಾರಿ ಇಲಾಖೆ, ಮಹಿಳಾ ಮತ್ತು ಮಕ್ಕಳ ಅಭಿವೃದ್ಧಿ ಇಲಾಖೆಗಳು ನಿಯಮಿತವಾಗಿ ಜಂಟಿ ಕಾರ್ಯಾಚರಣೆ ನಡೆಸಬೇಕು. ಬಾಲಕಾರ್ಮಿಕ ಪದ್ಧತಿ ನಿರ್ಮೂಲನೆಗೆ ಎಲ್ಲಾ ಇಲಾಖೆಗಳು ಸಹಕರಿಸಬೇಕು. ಮಕ್ಕಳ ಸಹಾಯವಾಣಿ 1098 ಬಗ್ಗೆ ಪ್ರಚಾರ ಮಾಡಬೇಕು. ಕರ್ನಾಟಕ ಬಾಲಕಾರ್ಮಿಕ ಕಾಯ್ದೆ-1965 ಕಲಂ20(1) ರನ್ವಯ ಬಾಲಕಾರ್ಮಿಕರ ನೇಮಕ ಅಪರಾಧವಾಗಿದೆ. ಕೇಂದ್ರ ಸರ್ಕಾರ 18 ವರ್ಷದೊಳಗಿನ ಮಕ್ಕಳನ್ನು ಕೆಲಸಕ್ಕೆ ನೇಮಿಸಿಕೊಂಡರೆ ಶಿಕ್ಷೆ ನೀಡಲಾಗುವುದು. ಕೃಷಿ ಹೊಂಡಗಳಲ್ಲಿ ಮಕ್ಕಳು ಮೃತಪಟ್ಟ ಪ್ರಕರಣಗಳು ಜಿಲ್ಲೆಯಲ್ಲಿ ವರದಿಯಾಗಿವೆ. ಅದ್ದರಿಂದ ಎಲ್ಲಾ ಕೃಷಿ ಹೊಂಡಗಳಿಗೆ ತಂತಿ ಬೇಲಿ ನಿರ್ಮಾಣ ಮಾಡಬೇಕು. ಸಭೆಯಲ್ಲಿ ಕೊಪ್ಪಳ ಜಿಲ್ಲಾ ಮಕ್ಕಳ ರಕ್ಷಣಾಧಿಕಾರಿ ಹಾಗೂ ತಾಲೂಕಿನ ಅಧಿಕಾರಿಗಳು ಉಪಸ್ಥಿತರಿದ್ದರು xyxy=(768,153,939,359)
masthead xyxy=(0,0,945,16)
